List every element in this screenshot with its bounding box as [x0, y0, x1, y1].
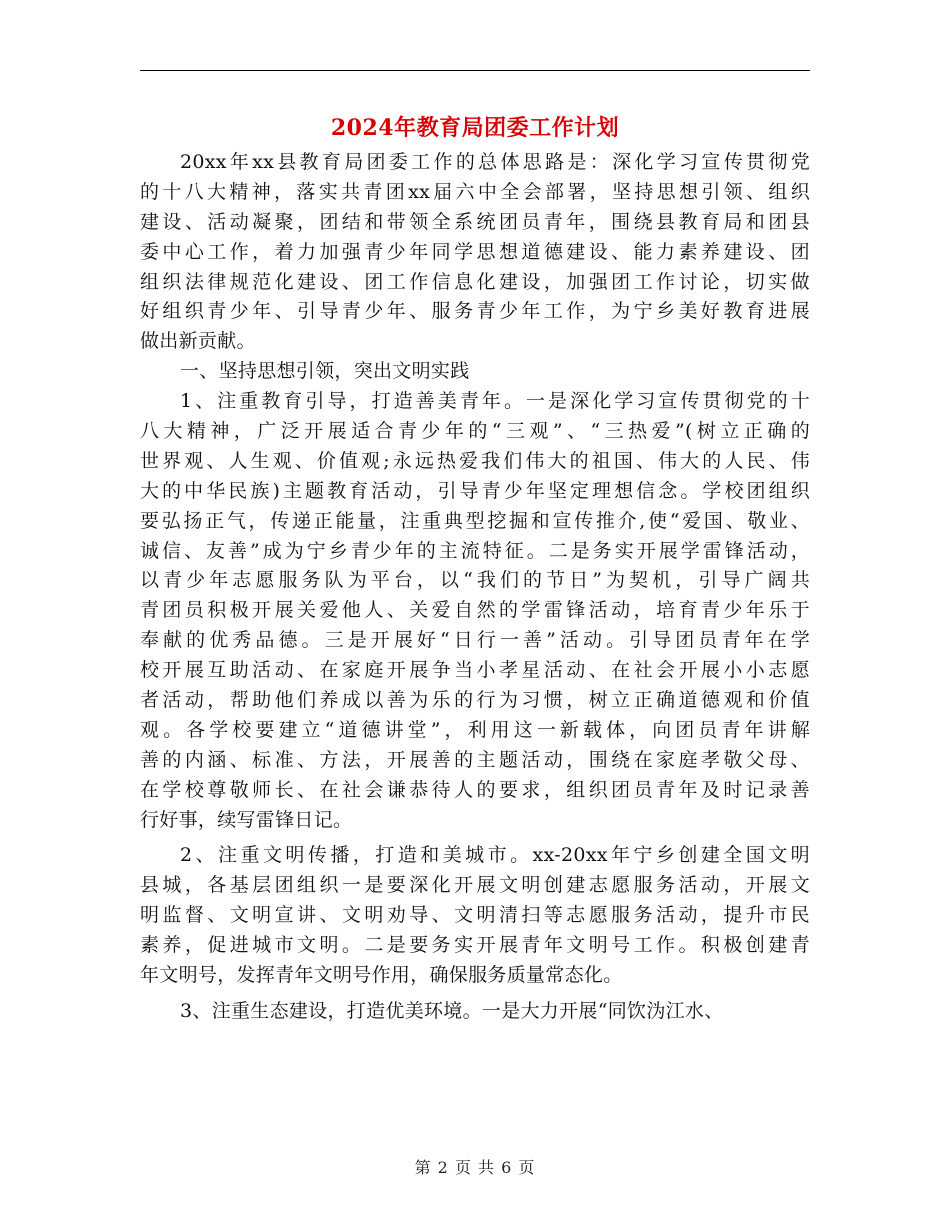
- paragraph-line: 好组织青少年、引导青少年、服务青少年工作，为宁乡美好教育进展: [140, 300, 810, 323]
- paragraph-line: 的十八大精神，落实共青团xx届六中全会部署，坚持思想引领、组织: [140, 180, 810, 203]
- paragraph-line: 年文明号，发挥青年文明号作用，确保服务质量常态化。: [140, 964, 623, 987]
- paragraph-line: 明监督、文明宣讲、文明劝导、文明清扫等志愿服务活动，提升市民: [140, 904, 810, 927]
- paragraph: [140, 148, 810, 357]
- paragraph-line: 青团员积极开展关爱他人、关爱自然的学雷锋活动，培育青少年乐于: [140, 599, 810, 622]
- header-rule: [140, 70, 810, 71]
- paragraph-line: 20xx年xx县教育局团委工作的总体思路是：深化学习宣传贯彻党: [180, 151, 810, 173]
- paragraph-line: 1、注重教育引导，打造善美青年。一是深化学习宣传贯彻党的十: [180, 390, 810, 413]
- paragraph-line: 建设、活动凝聚，团结和带领全系统团员青年，围绕县教育局和团县: [140, 210, 810, 233]
- paragraph-line: 3、注重生态建设，打造优美环境。一是大力开展“同饮沩江水、: [180, 999, 724, 1022]
- paragraph-line: 者活动，帮助他们养成以善为乐的行为习惯，树立正确道德观和价值: [140, 689, 810, 712]
- paragraph-line: 校开展互助活动、在家庭开展争当小孝星活动、在社会开展小小志愿: [140, 659, 810, 682]
- paragraph-line: 素养，促进城市文明。二是要务实开展青年文明号工作。积极创建青: [140, 934, 810, 957]
- document-body: [140, 148, 810, 1027]
- paragraph-line: 2、注重文明传播，打造和美城市。xx-20xx年宁乡创建全国文明: [180, 844, 810, 867]
- paragraph-line: 组织法律规范化建设、团工作信息化建设，加强团工作讨论，切实做: [140, 270, 810, 293]
- paragraph-line: 大的中华民族)主题教育活动，引导青少年坚定理想信念。学校团组织: [140, 479, 810, 502]
- paragraph-line: 以青少年志愿服务队为平台，以“我们的节日”为契机，引导广阔共: [140, 569, 810, 592]
- paragraph-line: 奉献的优秀品德。三是开展好“日行一善”活动。引导团员青年在学: [140, 629, 810, 652]
- document-title: 2024年教育局团委工作计划: [330, 115, 620, 141]
- paragraph-line: 做出新贡献。: [140, 330, 256, 353]
- page-number: 第 2 页 共 6 页: [414, 1158, 536, 1177]
- paragraph-line: 委中心工作，着力加强青少年同学思想道德建设、能力素养建设、团: [140, 240, 810, 263]
- paragraph: [140, 997, 810, 1027]
- paragraph-line: 世界观、人生观、价值观;永远热爱我们伟大的祖国、伟大的人民、伟: [140, 449, 810, 472]
- paragraph-line: 在学校尊敬师长、在社会谦恭待人的要求，组织团员青年及时记录善: [140, 778, 810, 801]
- paragraph: [140, 357, 810, 387]
- paragraph-line: 要弘扬正气，传递正能量，注重典型挖掘和宣传推介,使“爱国、敬业、: [140, 509, 810, 532]
- paragraph-line: 一、坚持思想引领，突出文明实践: [180, 360, 470, 383]
- paragraph: [140, 387, 810, 835]
- paragraph-line: 善的内涵、标准、方法，开展善的主题活动，围绕在家庭孝敬父母、: [140, 748, 810, 771]
- paragraph-line: 八大精神，广泛开展适合青少年的“三观”、“三热爱”(树立正确的: [140, 420, 810, 443]
- paragraph-line: 行好事，续写雷锋日记。: [140, 808, 353, 831]
- paragraph-line: 县城，各基层团组织一是要深化开展文明创建志愿服务活动，开展文: [140, 874, 810, 897]
- paragraph: [140, 841, 810, 990]
- paragraph-line: 观。各学校要建立“道德讲堂”，利用这一新载体，向团员青年讲解: [140, 718, 810, 741]
- paragraph-line: 诚信、友善”成为宁乡青少年的主流特征。二是务实开展学雷锋活动，: [140, 539, 810, 562]
